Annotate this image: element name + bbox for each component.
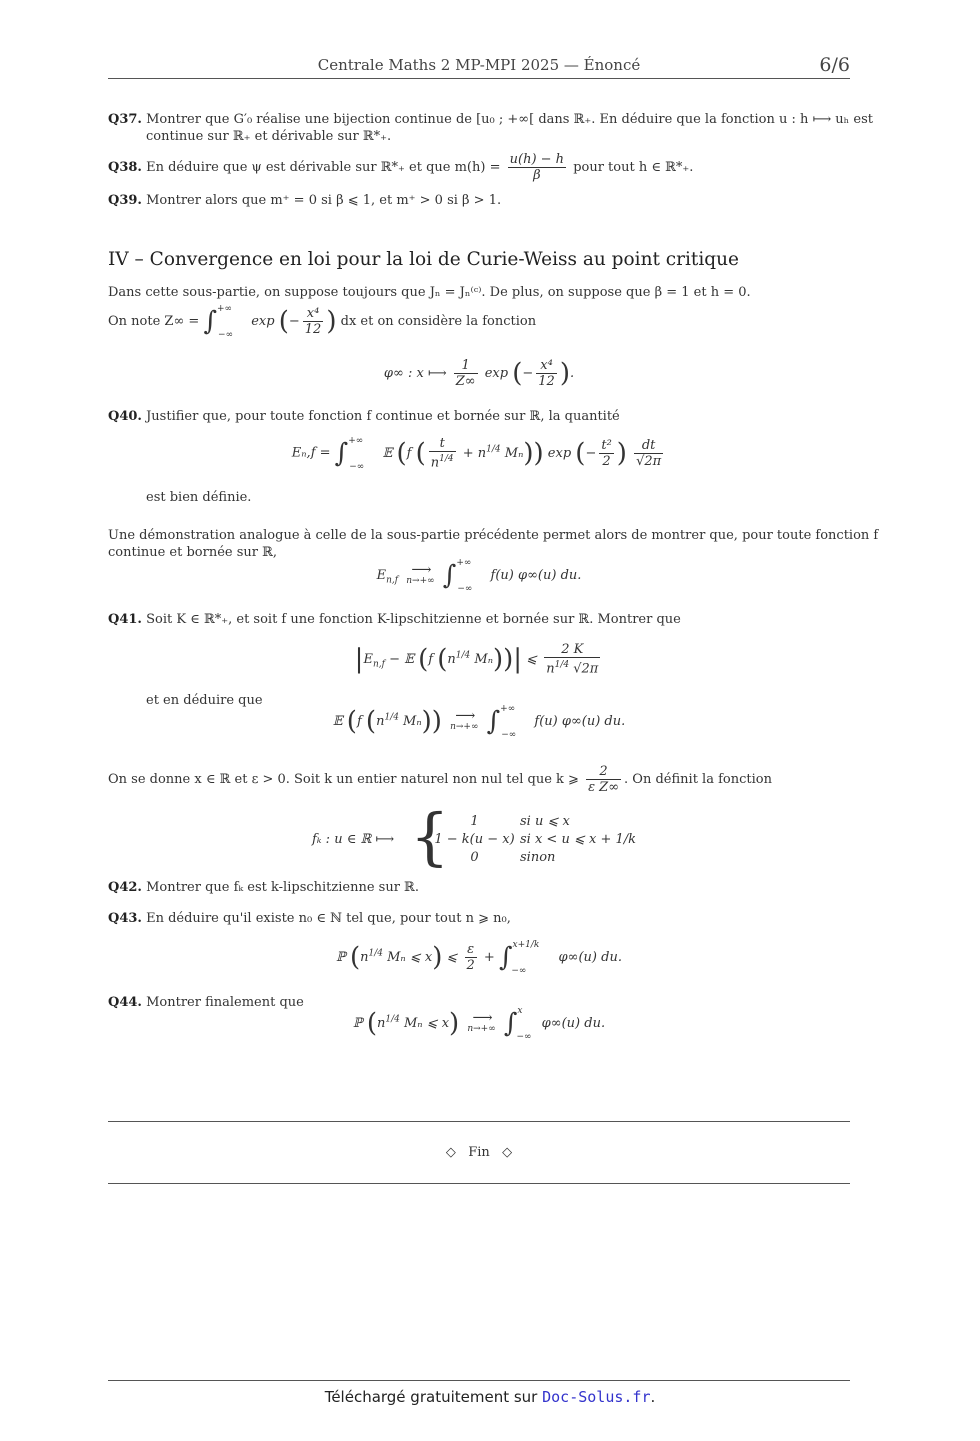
question-37 — [108, 112, 873, 127]
footer-divider — [108, 1380, 850, 1381]
footer — [0, 1388, 980, 1406]
question-text: Montrer alors que m⁺ = 0 si β ⩽ 1, et m⁺ > 0 si β > 1. — [146, 193, 502, 208]
case-value: 1 — [470, 814, 479, 829]
question-39 — [108, 193, 850, 208]
given-text: On se donne x ∈ ℝ et ε > 0. Soit k un entier naturel non nul tel que k ⩾ — [108, 772, 579, 787]
given-text-end: . On définit la fonction — [624, 772, 772, 787]
case-condition: si x < u ⩽ x + 1/k — [520, 832, 636, 847]
question-label: Q40. — [108, 409, 142, 424]
question-43 — [108, 911, 850, 926]
fraction-denominator: β — [533, 168, 541, 183]
fraction-numerator: u(h) − h — [509, 152, 565, 167]
fk-definition — [312, 800, 672, 873]
phi-expression: $\frac{1}{Z\infty}$ exp (− $\frac{\text{x⁴}}{12}$ ). — [455, 358, 575, 389]
formula-rhs: $\int^{+\infty}_{-\infty}$ 𝔼 (f ( $\frac{t}{n^{1/4}}$ + $n^{1/4}$ Mₙ)) exp (− $\frac{\text{t²}}{2}$ ) $\frac{dt}{√2\pi}$ — [334, 435, 662, 472]
end-marker: ◇ Fin ◇ — [445, 1145, 513, 1160]
q44-limit: ℙ ($n^{1/4}$ Mₙ ⩽ x) ⟶ n→+∞ ∫$^x_{-\infty}$ φ∞(u) du. — [352, 1005, 606, 1042]
fk-label: fₖ : u ∈ ℝ ⟼ — [312, 832, 395, 847]
fraction: $\frac{2}{\text{ε Z∞}}$ — [588, 764, 620, 795]
question-38 — [108, 152, 850, 183]
z-note-text: On note Z∞ = — [108, 314, 200, 329]
question-text: Montrer que fₖ est k-lipschitzienne sur ℝ. — [146, 880, 419, 895]
question-text: En déduire qu'il existe n₀ ∈ ℕ tel que, pour tout n ⩾ n₀, — [146, 911, 511, 926]
footer-text: Téléchargé gratuitement sur — [324, 1388, 538, 1406]
integral-expression: $\int^{+\infty}_{-\infty}$ exp (− $\frac{\text{x⁴}}{12}$ ) — [203, 304, 337, 340]
q43-inequality: ℙ ($n^{1/4}$ Mₙ ⩽ x) ⩽ $\frac{\varepsilon}{2}$ + ∫$^{x+1/k}_{-\infty}$ φ∞(u) du. — [336, 940, 622, 976]
question-42 — [108, 880, 850, 895]
q41-deduce: et en déduire que — [146, 693, 263, 708]
question-label: Q43. — [108, 911, 142, 926]
convergence-formula: $E_{n,f}$ ⟶ n→+∞ $\int^{+\infty}_{-\infty}$ f(u) φ∞(u) du. — [376, 557, 582, 594]
end-divider-bottom — [108, 1183, 850, 1184]
question-37-continuation: continue sur ℝ₊ et dérivable sur ℝ*₊. — [146, 129, 392, 144]
question-label: Q42. — [108, 880, 142, 895]
question-text-end: pour tout h ∈ ℝ*₊. — [573, 160, 694, 175]
page-number: 6/6 — [819, 54, 850, 76]
given-line — [108, 764, 850, 795]
question-label: Q38. — [108, 160, 142, 175]
case-condition: si u ⩽ x — [520, 814, 570, 829]
formula-lhs: Eₙ,f = — [291, 445, 331, 461]
section-title: IV – Convergence en loi pour la loi de Curie-Weiss au point critique — [108, 249, 739, 270]
z-note-end: dx et on considère la fonction — [340, 314, 537, 329]
e-nf-formula — [108, 436, 850, 470]
question-label: Q39. — [108, 193, 142, 208]
doc-solus-link[interactable]: Doc-Solus.fr — [542, 1388, 651, 1406]
q41-limit: 𝔼 (f ($n^{1/4}$ Mₙ)) ⟶ n→+∞ $\int^{+\infty}_{-\infty}$ f(u) φ∞(u) du. — [332, 703, 626, 740]
brace-symbol: { — [410, 800, 450, 873]
phi-infinity-definition — [108, 358, 850, 389]
question-label: Q41. — [108, 612, 142, 627]
question-41 — [108, 612, 850, 627]
phi-label: φ∞ : x ⟼ — [383, 366, 447, 381]
question-text: Soit K ∈ ℝ*₊, et soit f une fonction K-lipschitzienne et bornée sur ℝ. Montrer que — [146, 612, 681, 627]
page-header — [108, 54, 850, 79]
case-condition: sinon — [520, 850, 556, 865]
footer-dot: . — [650, 1388, 656, 1406]
document-title: Centrale Maths 2 MP-MPI 2025 — Énoncé — [317, 56, 641, 74]
paragraph-line-2: continue et bornée sur ℝ, — [108, 545, 278, 560]
question-40-end: est bien définie. — [146, 490, 252, 505]
question-text: En déduire que ψ est dérivable sur ℝ*₊ et que m(h) = — [146, 160, 501, 175]
z-infinity-definition — [108, 304, 850, 340]
paragraph-line-1: Une démonstration analogue à celle de la sous-partie précédente permet alors de montrer que, pour toute fonction f — [108, 528, 879, 543]
question-text: Montrer que G′₀ réalise une bijection continue de [u₀ ; +∞[ dans ℝ₊. En déduire que la fonction u : h ⟼ uₕ est — [146, 112, 873, 127]
end-divider-top — [108, 1121, 850, 1122]
question-text: Justifier que, pour toute fonction f continue et bornée sur ℝ, la quantité — [146, 409, 620, 424]
q41-inequality: $|E_{n,f}$ − 𝔼 (f ($n^{1/4}$ Mₙ))| ⩽ $\frac{2 K}{n^{1/4} √2\pi}$ — [354, 642, 599, 677]
case-value: 0 — [470, 850, 479, 865]
fraction — [508, 152, 566, 183]
question-40 — [108, 409, 850, 424]
case-value: 1 − k(u − x) — [434, 832, 515, 847]
intro-line: Dans cette sous-partie, on suppose toujours que Jₙ = Jₙ⁽ᶜ⁾. De plus, on suppose que β = 1 et h = 0. — [108, 285, 751, 300]
question-label: Q44. — [108, 995, 142, 1010]
question-text: Montrer finalement que — [146, 995, 304, 1010]
question-label: Q37. — [108, 112, 142, 127]
